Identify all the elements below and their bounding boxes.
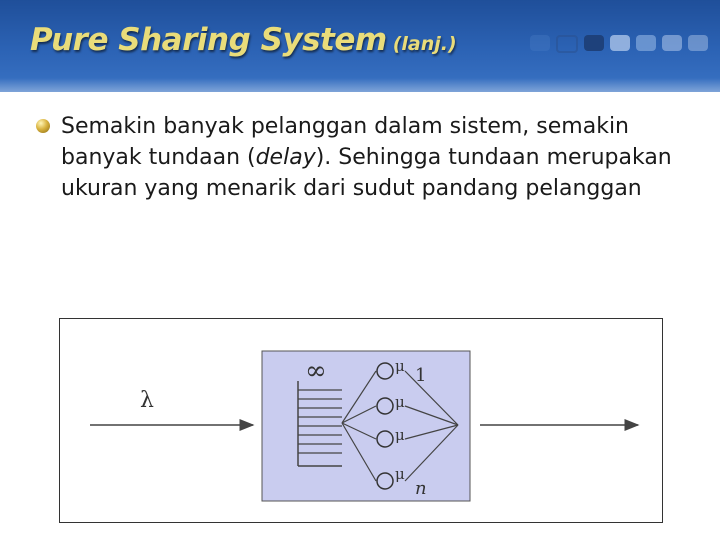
bullet-icon — [36, 119, 50, 133]
decor-square — [530, 35, 550, 51]
queue-diagram — [59, 318, 663, 523]
bullet-text-italic: delay — [255, 145, 316, 170]
decor-square — [556, 35, 578, 53]
decor-square — [610, 35, 630, 51]
decorative-squares — [530, 35, 708, 53]
server-label-first: 1 — [415, 365, 427, 386]
server-label-last: n — [415, 478, 427, 499]
bullet-text-part2: ). Sehingga tundaan merupakan ukuran yang menarik dari sudut pandang pelanggan — [61, 145, 672, 201]
bullet-text — [61, 111, 701, 204]
service-rate-label: μ — [395, 357, 405, 375]
decor-square — [584, 35, 604, 51]
service-rate-label: μ — [395, 465, 405, 483]
slide-title — [30, 22, 457, 58]
service-rate-label: μ — [395, 393, 405, 411]
bullet-text-part1: Semakin banyak pelanggan dalam sistem, semakin banyak tundaan ( — [61, 114, 629, 170]
decor-square — [662, 35, 682, 51]
arrival-rate-label: λ — [140, 388, 154, 413]
slide-title-main: Pure Sharing System — [30, 22, 387, 58]
queue-capacity-label: ∞ — [305, 356, 327, 386]
queue-diagram-svg — [60, 319, 662, 522]
title-bar-shine — [0, 78, 720, 92]
slide-title-sub: (lanj.) — [392, 33, 457, 55]
service-rate-label: μ — [395, 426, 405, 444]
title-bar — [0, 0, 720, 92]
decor-square — [688, 35, 708, 51]
system-box — [262, 351, 470, 501]
decor-square — [636, 35, 656, 51]
